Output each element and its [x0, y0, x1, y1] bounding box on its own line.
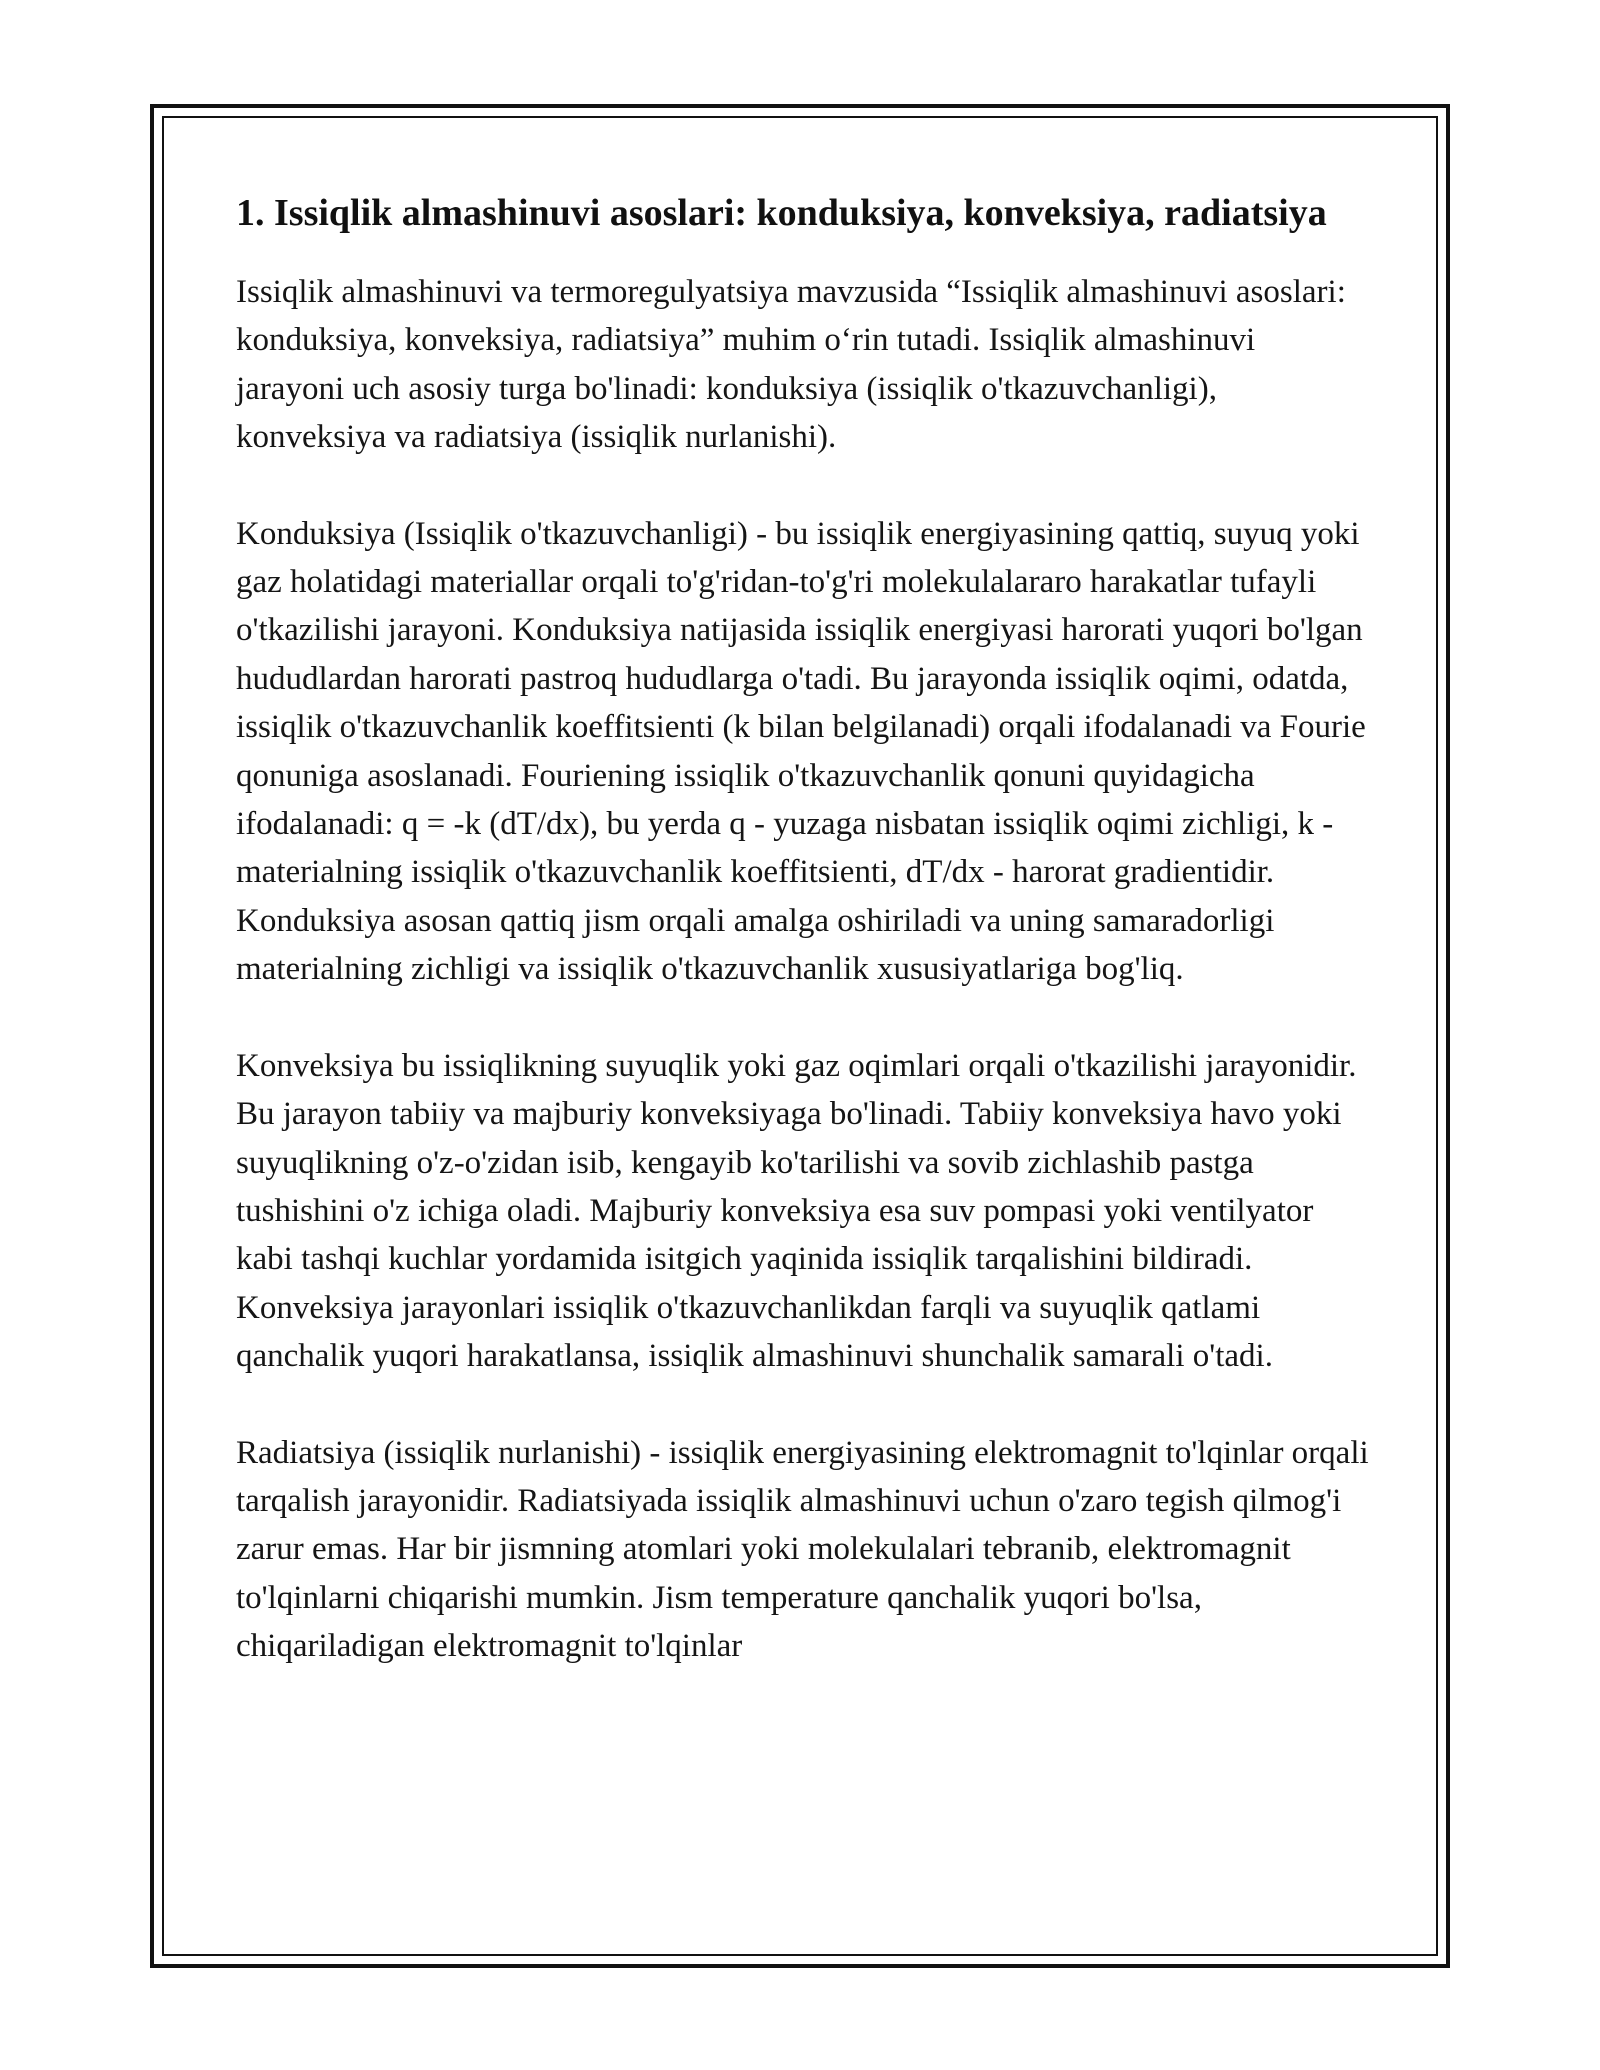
paragraph-conduction: Konduksiya (Issiqlik o'tkazuvchanligi) - bu issiqlik energiyasining qattiq, suyuq yoki gaz holatidagi materiallar orqali to'g'ridan-to'g'ri molekulalararo harakatlar tufayli o'tkazilishi jarayoni. Konduksiya natijasida issiqlik energiyasi harorati yuqori bo'lgan hududlardan harorati pastroq hududlarga o'tadi. Bu jarayonda issiqlik oqimi, odatda, issiqlik o'tkazuvchanlik koeffitsienti (k bilan belgilanadi) orqali ifodalanadi va Fourie qonuniga asoslanadi. Fouriening issiqlik o'tkazuvchanlik qonuni quyidagicha ifodalanadi: q = -k (dT/dx), bu yerda q - yuzaga nisbatan issiqlik oqimi zichligi, k - materialning issiqlik o'tkazuvchanlik koeffitsienti, dT/dx - harorat gradientidir. Konduksiya asosan qattiq jism orqali amalga oshiriladi va uning samaradorligi materialning zichligi va issiqlik o'tkazuvchanlik xususiyatlariga bog'liq. — [236, 515, 1366, 988]
paragraph-intro: Issiqlik almashinuvi va termoregulyatsiya mavzusida “Issiqlik almashinuvi asoslari: konduksiya, konveksiya, radiatsiya” muhim o‘rin tutadi. Issiqlik almashinuvi jarayoni uch asosiy turga bo'linadi: konduksiya (issiqlik o'tkazuvchanligi), konveksiya va radiatsiya (issiqlik nurlanishi). — [236, 274, 1346, 456]
paragraph-convection: Konveksiya bu issiqlikning suyuqlik yoki gaz oqimlari orqali o'tkazilishi jarayonidir. Bu jarayon tabiiy va majburiy konveksiyaga bo'linadi. Tabiiy konveksiya havo yoki suyuqlikning o'z-o'zidan isib, kengayib ko'tarilishi va sovib zichlashib pastga tushishini o'z ichiga oladi. Majburiy konveksiya esa suv pompasi yoki ventilyator kabi tashqi kuchlar yordamida isitgich yaqinida issiqlik tarqalishini bildiradi. Konveksiya jarayonlari issiqlik o'tkazuvchanlikdan farqli va suyuqlik qatlami qanchalik yuqori harakatlansa, issiqlik almashinuvi shunchalik samarali o'tadi. — [236, 1047, 1357, 1375]
paragraph-radiation: Radiatsiya (issiqlik nurlanishi) - issiqlik energiyasining elektromagnit to'lqinlar orqali tarqalish jarayonidir. Radiatsiyada issiqlik almashinuvi uchun o'zaro tegish qilmog'i zarur emas. Har bir jismning atomlari yoki molekulalari tebranib, elektromagnit to'lqinlarni chiqarishi mumkin. Jism temperature qanchalik yuqori bo'lsa, chiqariladigan elektromagnit to'lqinlar — [236, 1434, 1369, 1665]
document-body — [236, 186, 1370, 1719]
section-title: 1. Issiqlik almashinuvi asoslari: konduksiya, konveksiya, radiatsiya — [236, 192, 1327, 234]
